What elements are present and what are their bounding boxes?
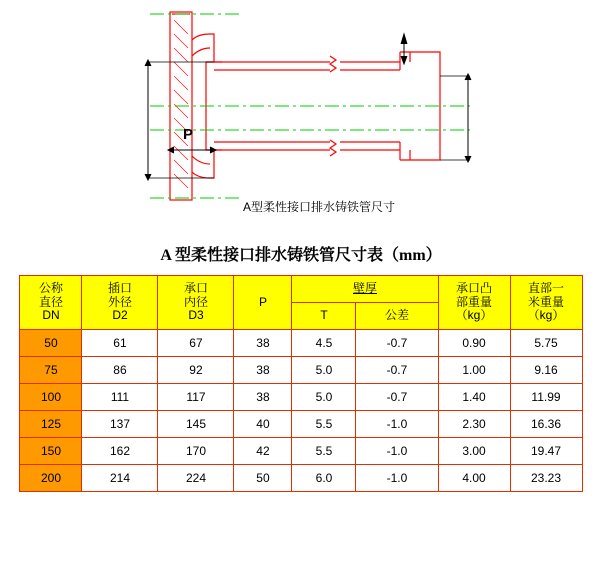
cell-dn: 100 xyxy=(20,384,82,411)
drawing-caption: A型柔性接口排水铸铁管尺寸 xyxy=(243,200,396,214)
header-d2-line2: 外径 xyxy=(107,294,132,309)
table-row xyxy=(20,465,582,492)
cell-tolerance: -0.7 xyxy=(356,330,438,357)
header-meter-weight-line3: （kg） xyxy=(527,308,565,323)
header-dn-line1: 公称 xyxy=(38,280,63,295)
cell-d2: 162 xyxy=(82,438,158,465)
cell-t: 5.0 xyxy=(292,357,356,384)
cell-socket-weight: 1.40 xyxy=(438,384,510,411)
header-socket-weight-line3: （kg） xyxy=(455,308,493,323)
header-meter-weight xyxy=(510,276,582,330)
cell-t: 5.5 xyxy=(292,411,356,438)
cell-dn: 125 xyxy=(20,411,82,438)
cell-tolerance: -1.0 xyxy=(356,411,438,438)
header-dn xyxy=(20,276,82,330)
header-wall-thickness-label: 壁厚 xyxy=(352,281,377,296)
cell-d3: 67 xyxy=(158,330,234,357)
cell-socket-weight: 4.00 xyxy=(438,465,510,492)
cell-tolerance: -1.0 xyxy=(356,465,438,492)
header-socket-weight xyxy=(438,276,510,330)
cell-t: 5.5 xyxy=(292,438,356,465)
cell-d2: 86 xyxy=(82,357,158,384)
cell-p: 50 xyxy=(234,465,292,492)
cell-socket-weight: 2.30 xyxy=(438,411,510,438)
cell-d2: 111 xyxy=(82,384,158,411)
header-wall-thickness xyxy=(292,276,438,303)
cell-tolerance: -0.7 xyxy=(356,357,438,384)
cell-meter-weight: 11.99 xyxy=(510,384,582,411)
cell-meter-weight: 9.16 xyxy=(510,357,582,384)
cell-p: 40 xyxy=(234,411,292,438)
table-row xyxy=(20,330,582,357)
cell-d3: 145 xyxy=(158,411,234,438)
table-row xyxy=(20,411,582,438)
header-dn-line2: 直径 xyxy=(38,294,63,309)
table-row xyxy=(20,438,582,465)
cell-d2: 214 xyxy=(82,465,158,492)
cell-meter-weight: 5.75 xyxy=(510,330,582,357)
cell-dn: 50 xyxy=(20,330,82,357)
header-meter-weight-line2: 米重量 xyxy=(527,294,564,309)
cell-p: 38 xyxy=(234,384,292,411)
cell-d2: 61 xyxy=(82,330,158,357)
cell-t: 4.5 xyxy=(292,330,356,357)
header-meter-weight-line1: 直部一 xyxy=(527,280,564,295)
header-p: P xyxy=(234,276,292,330)
header-d3 xyxy=(158,276,234,330)
cell-d3: 170 xyxy=(158,438,234,465)
cell-d2: 137 xyxy=(82,411,158,438)
table-title: A 型柔性接口排水铸铁管尺寸表（mm） xyxy=(160,247,442,264)
cell-p: 38 xyxy=(234,330,292,357)
table-body xyxy=(20,330,582,492)
header-socket-weight-line2: 部重量 xyxy=(455,294,492,309)
header-d3-line3: D3 xyxy=(188,308,204,323)
header-d3-line1: 承口 xyxy=(183,280,208,295)
table-head xyxy=(20,276,582,330)
header-socket-weight-line1: 承口凸 xyxy=(455,280,492,295)
spec-table xyxy=(19,275,582,492)
header-d2-line1: 插口 xyxy=(107,280,132,295)
cell-meter-weight: 23.23 xyxy=(510,465,582,492)
cell-t: 6.0 xyxy=(292,465,356,492)
center-lines xyxy=(150,14,470,198)
cell-meter-weight: 19.47 xyxy=(510,438,582,465)
header-t: T xyxy=(292,303,356,330)
cell-socket-weight: 3.00 xyxy=(438,438,510,465)
cell-meter-weight: 16.36 xyxy=(510,411,582,438)
cell-d3: 224 xyxy=(158,465,234,492)
cell-t: 5.0 xyxy=(292,384,356,411)
cell-dn: 150 xyxy=(20,438,82,465)
cell-p: 38 xyxy=(234,357,292,384)
header-d2-line3: D2 xyxy=(112,308,128,323)
table-row xyxy=(20,384,582,411)
cell-d3: 117 xyxy=(158,384,234,411)
header-row-1 xyxy=(20,276,582,303)
cell-dn: 200 xyxy=(20,465,82,492)
header-d2 xyxy=(82,276,158,330)
table-row xyxy=(20,357,582,384)
header-d3-line2: 内径 xyxy=(183,294,208,309)
cell-tolerance: -1.0 xyxy=(356,438,438,465)
cell-socket-weight: 1.00 xyxy=(438,357,510,384)
header-dn-line3: DN xyxy=(42,308,60,323)
cell-p: 42 xyxy=(234,438,292,465)
header-tolerance: 公差 xyxy=(356,303,438,330)
cell-socket-weight: 0.90 xyxy=(438,330,510,357)
pipe-drawing xyxy=(0,0,602,232)
cell-tolerance: -0.7 xyxy=(356,384,438,411)
dimension-label-p: P xyxy=(183,126,194,143)
cell-d3: 92 xyxy=(158,357,234,384)
cell-dn: 75 xyxy=(20,357,82,384)
